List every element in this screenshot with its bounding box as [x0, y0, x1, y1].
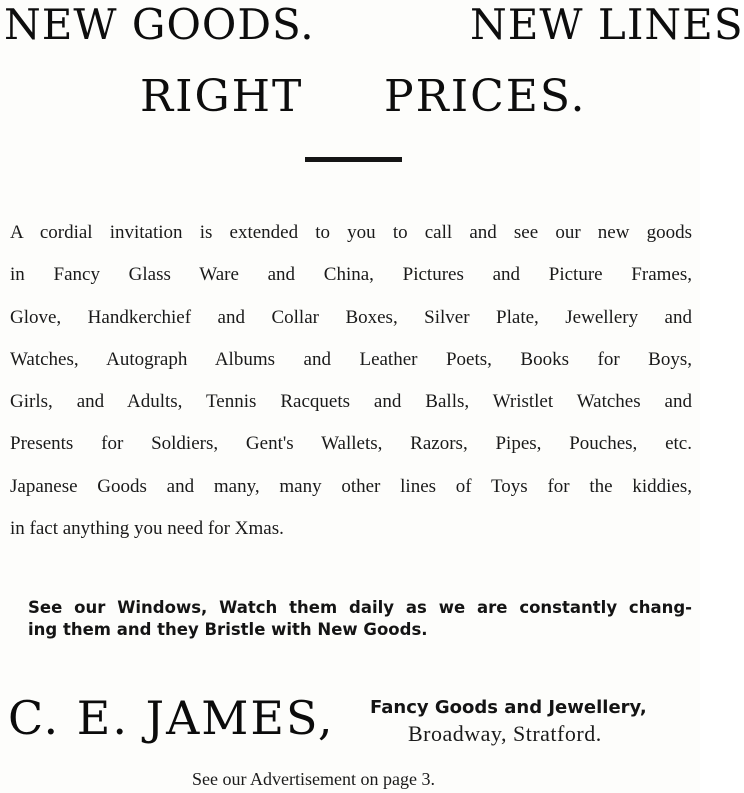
- merchant-trade: Fancy Goods and Jewellery,: [370, 697, 647, 718]
- notice-line: ing them and they Bristle with New Goods.: [28, 620, 428, 639]
- body-line: in Fancy Glass Ware and China, Pictures and Picture Frames,: [10, 264, 692, 286]
- body-line: Presents for Soldiers, Gent's Wallets, Razors, Pipes, Pouches, etc.: [10, 433, 692, 455]
- headline-line-1: [0, 0, 744, 49]
- merchant-name: C. E. JAMES,: [8, 691, 335, 745]
- body-line: Japanese Goods and many, many other lines of Toys for the kiddies,: [10, 475, 692, 497]
- footer-note: See our Advertisement on page 3.: [192, 769, 435, 789]
- headline-prices: PRICES.: [384, 71, 587, 122]
- body-line: A cordial invitation is extended to you to call and see our new goods: [10, 222, 692, 243]
- headline-new-goods: NEW GOODS.: [4, 0, 315, 49]
- window-notice: [28, 597, 692, 641]
- divider-rule: [305, 157, 402, 162]
- body-line: in fact anything you need for Xmas.: [10, 518, 284, 540]
- headline-line-2: [140, 72, 600, 122]
- headline-new-lines: NEW LINES: [470, 0, 744, 49]
- headline-right: RIGHT: [140, 71, 304, 122]
- body-line: Girls, and Adults, Tennis Racquets and Balls, Wristlet Watches and: [10, 391, 692, 413]
- merchant-address: Broadway, Stratford.: [408, 721, 602, 746]
- body-paragraph: [10, 212, 692, 550]
- body-line: Glove, Handkerchief and Collar Boxes, Silver Plate, Jewellery and: [10, 306, 692, 328]
- body-line: Watches, Autograph Albums and Leather Poets, Books for Boys,: [10, 348, 692, 370]
- notice-line: See our Windows, Watch them daily as we are constantly chang-: [28, 598, 692, 617]
